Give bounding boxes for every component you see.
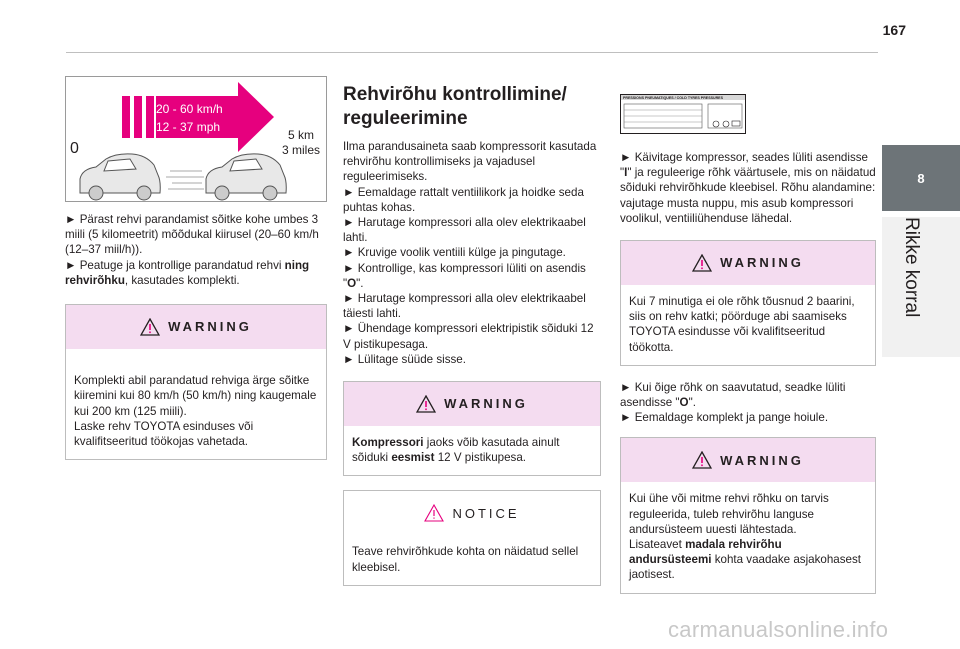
step-unwind-fully: ► Harutage kompressori alla olev elektrikaabel täiesti lahti.	[343, 292, 586, 321]
warning-reset-pre: Kui ühe või mitme rehvi rõhku on tarvis reguleerida, tuleb rehvirõhu languse andursüsteem uuesti lähtestada. Lisateavet	[629, 492, 829, 552]
warning-text: Kui 7 minutiga ei ole rõhk tõusnud 2 baarini, siis on rehv katki; pöörduge abi saamiseks TOYOTA esindusse või kvalifitseeritud töökotta.	[629, 295, 855, 354]
speed-distance-illustration	[66, 77, 326, 201]
sticker-title: PRESSIONS PNEUMATIQUES / COLD TYRES PRESSURES	[623, 96, 723, 100]
notice-body	[344, 535, 600, 584]
check-instruction-post: , kasutades komplekti.	[124, 273, 240, 287]
notice-title: NOTICE	[452, 505, 520, 521]
step-start-bold: I	[624, 166, 628, 180]
warning-bold-front: eesmist	[391, 451, 435, 465]
warning-triangle-icon	[692, 254, 712, 272]
step-store-kit: ► Eemaldage komplekt ja pange hoiule.	[620, 411, 829, 425]
warning-end: 12 V pistikupesa.	[434, 451, 527, 465]
distance-km-label: 5 km	[288, 128, 315, 142]
check-instruction-bold: ning rehvirõhku	[65, 258, 310, 287]
warning-header	[344, 382, 600, 426]
step-connect-plug: ► Ühendage kompressori elektripistik sõiduki 12 V pistikupesaga.	[343, 322, 594, 351]
warning-title: WARNING	[168, 319, 252, 335]
step-set-switch	[620, 380, 876, 410]
start-label: 0	[70, 140, 79, 157]
step-ignition: ► Lülitage süüde sisse.	[343, 352, 466, 366]
chapter-label-box	[882, 217, 960, 357]
warning-reset-post: kohta vaadake asjakohasest jaotisest.	[629, 553, 862, 582]
notice-header	[344, 491, 600, 535]
column-1	[65, 76, 327, 460]
step-check-switch	[343, 261, 601, 291]
page-number: 167	[882, 22, 906, 38]
step-check-switch-pre: ► Kontrollige, kas kompressori lüliti on asendis "	[343, 261, 586, 290]
warning-body	[66, 349, 326, 459]
notice-box	[343, 490, 601, 585]
car-end-icon	[206, 154, 286, 200]
warning-mid: jaoks võib kasutada ainult sõiduki	[352, 436, 560, 465]
warning-triangle-icon	[692, 451, 712, 469]
warning-bold-compressor: Kompressori	[352, 436, 424, 450]
warning-title: WARNING	[444, 396, 528, 412]
warning-triangle-icon	[140, 318, 160, 336]
warning-body	[344, 426, 600, 475]
step-unwind-cable: ► Harutage kompressori alla olev elektrikaabel lahti.	[343, 216, 586, 245]
warning-body	[621, 482, 875, 592]
warning-box-pressure	[620, 240, 876, 366]
section-heading: Rehvirõhu kontrollimine/ reguleerimine	[343, 84, 567, 129]
warning-header	[66, 305, 326, 349]
drive-instruction: ► Pärast rehvi parandamist sõitke kohe umbes 3 miili (5 kilomeetrit) mõõdukal kiirusel (20–60 km/h (12–37 miil/h)).	[65, 213, 319, 257]
column-2	[343, 76, 601, 586]
warning-box-socket	[343, 381, 601, 476]
step-remove-cap: ► Eemaldage rattalt ventiilikork ja hoidke seda puhtas kohas.	[343, 185, 584, 214]
intro-text: Ilma parandusaineta saab kompressorit kasutada rehvirõhu kontrollimiseks ja vajadusel reguleerimiseks.	[343, 140, 597, 184]
step-start-compressor	[620, 150, 876, 226]
warning-box-reset	[620, 437, 876, 593]
step-screw-hose: ► Kruvige voolik ventiili külge ja pingutage.	[343, 246, 566, 260]
chapter-number: 8	[882, 145, 960, 211]
top-rule	[66, 52, 878, 53]
column-3	[620, 94, 876, 594]
watermark[interactable]: carmanualsonline.info	[668, 617, 889, 642]
motion-lines	[166, 171, 204, 189]
step-start-pre: ► Käivitage kompressor, seades lüliti asendisse "	[620, 151, 868, 180]
step-check-switch-post: ".	[356, 276, 364, 290]
chapter-label: Rikke korral	[901, 217, 922, 318]
distance-miles-label: 3 miles	[282, 143, 321, 157]
notice-triangle-icon	[424, 504, 444, 522]
warning-header	[621, 438, 875, 482]
warning-reset-bold: madala rehvirõhu andursüsteemi	[629, 538, 782, 567]
warning-body	[621, 285, 875, 365]
check-instruction-pre: ► Peatuge ja kontrollige parandatud rehvi	[65, 258, 285, 272]
step-check-switch-bold: O	[347, 276, 357, 290]
tyre-pressure-sticker	[620, 94, 746, 134]
warning-title: WARNING	[720, 255, 804, 271]
tyre-pressure-label-figure	[620, 94, 746, 140]
warning-box-speed	[65, 304, 327, 460]
step-set-switch-bold: O	[679, 396, 689, 410]
warning-title: WARNING	[720, 452, 804, 468]
notice-text: Teave rehvirõhkude kohta on näidatud sellel kleebisel.	[352, 545, 579, 574]
warning-triangle-icon	[416, 395, 436, 413]
warning-text: Komplekti abil parandatud rehviga ärge sõitke kiiremini kui 80 km/h (50 km/h) ning kaugemale kui 200 km (125 miili). Laske rehv TOYOTA esinduses või kvalifitseeritud töökojas vahetada.	[74, 374, 317, 449]
speed-mph-label: 12 - 37 mph	[156, 120, 221, 134]
step-set-switch-post: ".	[688, 396, 696, 410]
check-instruction	[65, 258, 327, 288]
speed-distance-figure	[65, 76, 327, 202]
step-set-switch-pre: ► Kui õige rõhk on saavutatud, seadke lüliti asendisse "	[620, 380, 846, 410]
speed-kmh-label: 20 - 60 km/h	[156, 102, 223, 116]
side-tab	[882, 145, 960, 355]
car-start-icon	[80, 154, 160, 200]
warning-header	[621, 241, 875, 285]
step-start-post: " ja reguleerige rõhk väärtusele, mis on näidatud sõiduki rehvirõhkude kleebisel. Rõhu alandamine: vajutage musta nuppu, mis asub kompressori voolikul, ventiiliühenduse lähedal.	[620, 166, 876, 225]
